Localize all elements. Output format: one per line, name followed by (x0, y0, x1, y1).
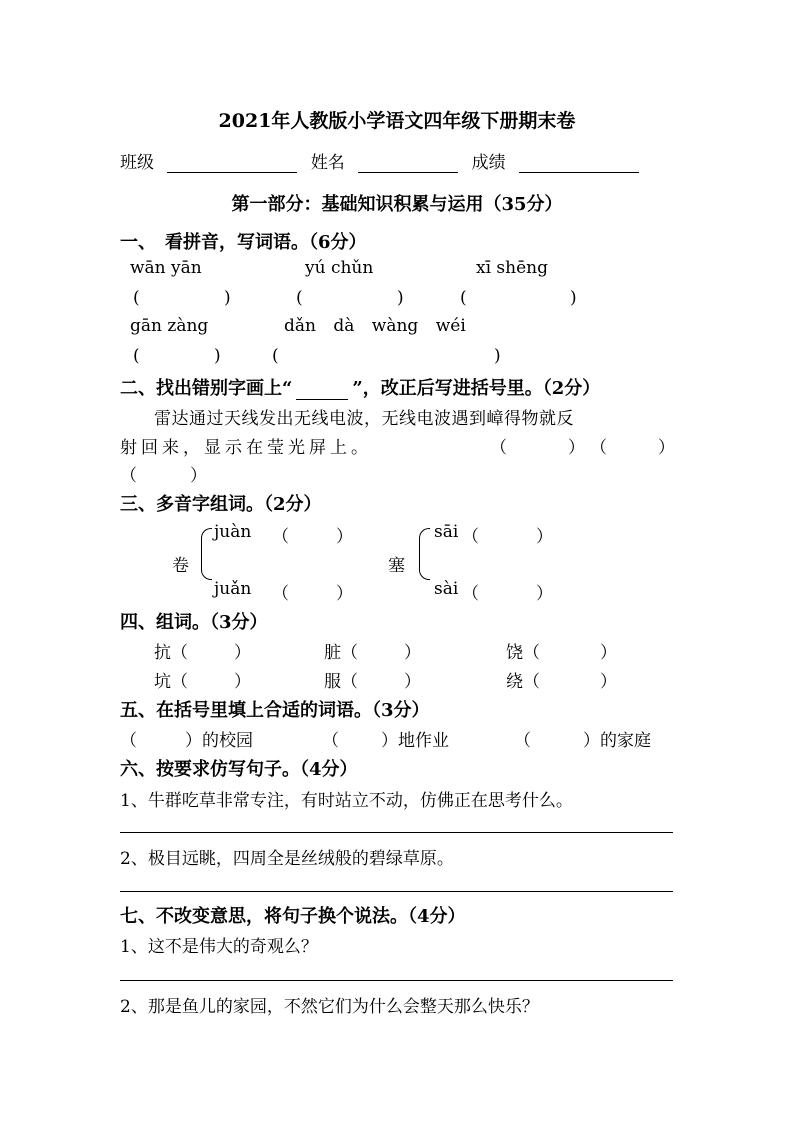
q1-pinyin-5: dǎn dà wàng wéi (284, 316, 466, 336)
q1-pinyin-1: wān yān (130, 258, 202, 278)
score-field[interactable] (519, 154, 639, 173)
q5-item-1: （ ）的校园 (120, 731, 253, 751)
q4-heading: 四、组词。（3分） (120, 612, 268, 633)
q2-paren-close-1: ） (568, 438, 585, 458)
q1-paren-open-1: ( (133, 288, 140, 308)
class-label: 班级 (120, 153, 154, 173)
q2-paren-open-2: （ (590, 438, 607, 458)
q3-char1-py2: juǎn (214, 579, 252, 599)
q5-heading: 五、在括号里填上合适的词语。（3分） (120, 700, 430, 721)
q3-brace-2 (419, 528, 430, 580)
q7-sentence-1: 1、这不是伟大的奇观么？ (120, 937, 318, 957)
q6-answer-line-1[interactable] (120, 832, 673, 833)
score-label: 成绩 (471, 153, 506, 173)
q2-paren-open-3: （ (120, 466, 137, 486)
q1-paren-open-3: ( (460, 288, 467, 308)
q1-heading: 一、 看拼音，写词语。（6分） (120, 232, 367, 253)
q6-sentence-2: 2、极目远眺，四周全是丝绒般的碧绿草原。 (120, 849, 454, 869)
q1-paren-close-5: ) (494, 346, 501, 366)
q5-item-2: （ ）地作业 (322, 731, 449, 751)
class-field[interactable] (167, 154, 297, 173)
student-info-row (120, 148, 647, 173)
q1-paren-open-4: ( (133, 346, 140, 366)
q3-paren-close-4: ） (536, 584, 553, 604)
q1-pinyin-4: gān zàng (130, 316, 209, 336)
q1-pinyin-2: yú chǔn (305, 258, 374, 278)
q7-heading: 七、不改变意思，将句子换个说法。（4分） (120, 906, 466, 927)
q1-pinyin-3: xī shēng (476, 258, 548, 278)
q3-paren-close-1: ） (336, 527, 353, 547)
q3-heading: 三、多音字组词。（2分） (120, 494, 322, 515)
q4-char-6: 绕（ ） (506, 672, 617, 692)
q3-char1-py1: juàn (214, 522, 252, 542)
q3-char-2: 塞 (388, 556, 405, 576)
q2-heading-b: ”，改正后写进括号里。（2分） (352, 378, 601, 399)
q1-paren-close-2: ) (397, 288, 404, 308)
q3-char-1: 卷 (172, 556, 189, 576)
q4-char-5: 服（ ） (324, 672, 421, 692)
q6-answer-line-2[interactable] (120, 891, 673, 892)
part-heading: 第一部分：基础知识积累与运用（35分） (231, 194, 563, 215)
q2-paren-close-3: ） (190, 466, 207, 486)
page-title: 2021年人教版小学语文四年级下册期末卷 (218, 110, 576, 132)
q3-paren-close-2: ） (336, 584, 353, 604)
name-field[interactable] (358, 154, 458, 173)
q6-sentence-1: 1、牛群吃草非常专注，有时站立不动，仿佛正在思考什么。 (120, 791, 573, 811)
q1-paren-close-4: ) (214, 346, 221, 366)
q2-paren-close-2: ） (658, 438, 675, 458)
q3-paren-open-2: （ (272, 584, 289, 604)
q1-paren-close-1: ) (224, 288, 231, 308)
q3-paren-open-1: （ (272, 527, 289, 547)
q5-item-3: （ ）的家庭 (514, 731, 651, 751)
q6-heading: 六、按要求仿写句子。（4分） (120, 759, 358, 780)
q1-paren-open-5: ( (272, 346, 279, 366)
q2-underline-sample (296, 387, 348, 400)
q3-char2-py2: sài (434, 579, 459, 599)
q3-paren-open-4: （ (462, 584, 479, 604)
name-label: 姓名 (310, 153, 345, 173)
q2-heading (120, 374, 600, 400)
q4-char-3: 饶（ ） (506, 643, 617, 663)
q2-heading-a: 二、找出错别字画上“ (120, 378, 293, 399)
q3-paren-open-3: （ (462, 527, 479, 547)
q3-char2-py1: sāi (434, 522, 459, 542)
q2-paren-open-1: （ (490, 438, 507, 458)
q3-brace-1 (201, 528, 212, 580)
q3-paren-close-3: ） (536, 527, 553, 547)
q4-char-1: 抗（ ） (154, 643, 251, 663)
q2-text-line-1: 雷达通过天线发出无线电波，无线电波遇到嶂得物就反 (154, 409, 574, 429)
q1-paren-open-2: ( (296, 288, 303, 308)
q7-answer-line-1[interactable] (120, 980, 673, 981)
q2-text-line-2: 射回来，显示在莹光屏上。 (120, 438, 372, 458)
q4-char-2: 脏（ ） (324, 643, 421, 663)
q4-char-4: 坑（ ） (154, 672, 251, 692)
q1-paren-close-3: ) (570, 288, 577, 308)
q7-sentence-2: 2、那是鱼儿的家园，不然它们为什么会整天那么快乐？ (120, 997, 539, 1017)
